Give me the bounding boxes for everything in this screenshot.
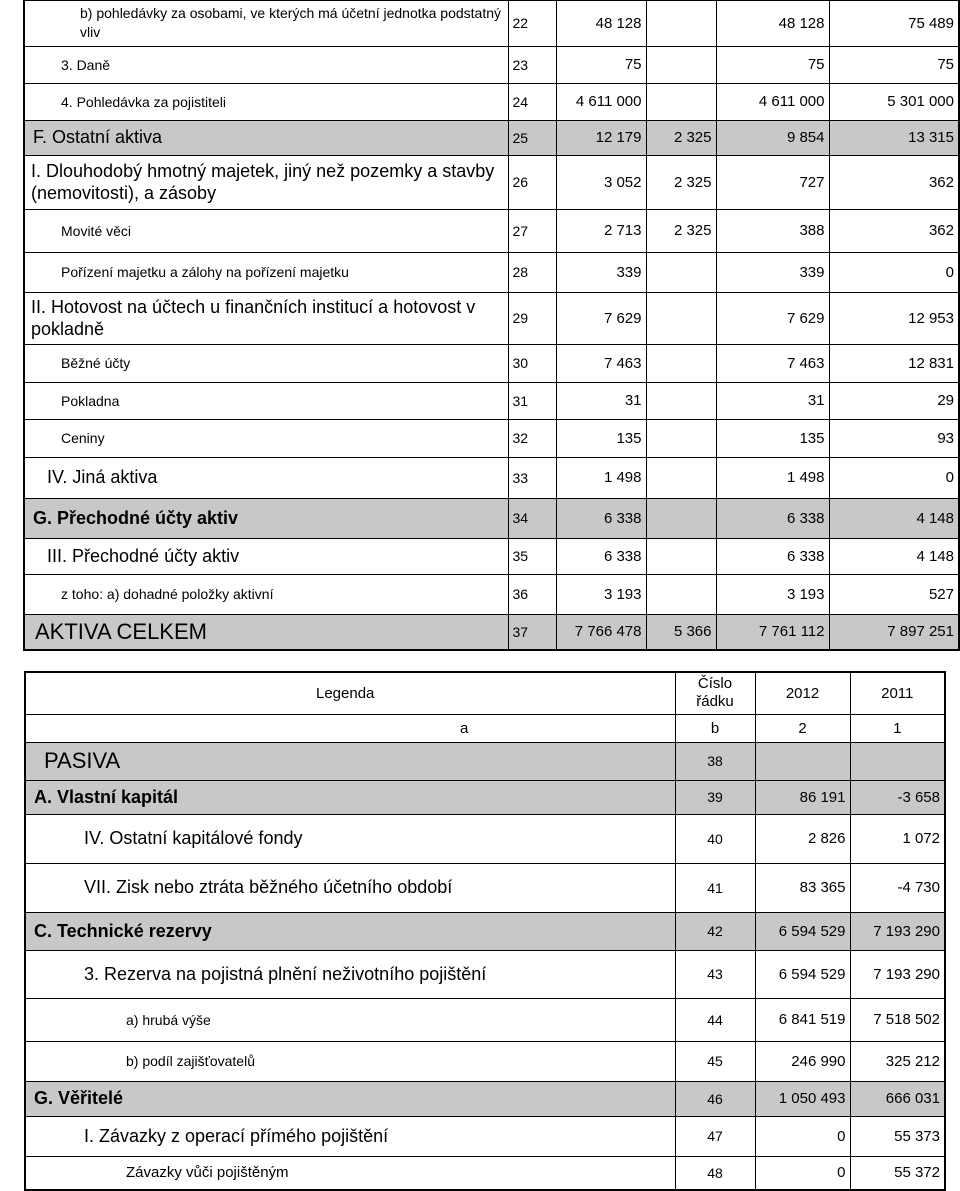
table-row bbox=[25, 912, 945, 950]
value-cell: 6 338 bbox=[556, 538, 646, 574]
value-cell: 93 bbox=[829, 419, 959, 457]
value-cell: 83 365 bbox=[755, 863, 850, 912]
value-cell: 135 bbox=[716, 419, 829, 457]
value-cell: 75 bbox=[829, 46, 959, 83]
row-label: C. Technické rezervy bbox=[25, 912, 675, 950]
value-cell: -4 730 bbox=[850, 863, 945, 912]
table-row bbox=[24, 0, 959, 46]
value-cell: 3 052 bbox=[556, 155, 646, 209]
row-number: 44 bbox=[675, 998, 755, 1041]
row-label: I. Závazky z operací přímého pojištění bbox=[25, 1116, 675, 1156]
value-cell: 4 611 000 bbox=[556, 83, 646, 120]
row-number: 27 bbox=[508, 209, 556, 252]
value-cell: 0 bbox=[755, 1156, 850, 1190]
row-label: G. Věřitelé bbox=[25, 1081, 675, 1116]
value-cell bbox=[646, 498, 716, 538]
value-cell: 727 bbox=[716, 155, 829, 209]
value-cell: -3 658 bbox=[850, 780, 945, 814]
row-number: 29 bbox=[508, 292, 556, 344]
value-cell: 666 031 bbox=[850, 1081, 945, 1116]
value-cell bbox=[646, 252, 716, 292]
row-number: 25 bbox=[508, 120, 556, 155]
row-label: b) pohledávky za osobami, ve kterých má účetní jednotka podstatný vliv bbox=[24, 0, 508, 46]
liabilities-table bbox=[24, 671, 946, 1191]
value-cell: 9 854 bbox=[716, 120, 829, 155]
table-row bbox=[25, 1081, 945, 1116]
header-row bbox=[25, 672, 945, 714]
row-number: 26 bbox=[508, 155, 556, 209]
value-cell bbox=[646, 292, 716, 344]
value-cell: 6 338 bbox=[556, 498, 646, 538]
value-cell: 12 179 bbox=[556, 120, 646, 155]
row-label: AKTIVA CELKEM bbox=[24, 614, 508, 650]
value-cell: 7 193 290 bbox=[850, 950, 945, 998]
value-cell: 0 bbox=[755, 1116, 850, 1156]
row-label: VII. Zisk nebo ztráta běžného účetního období bbox=[25, 863, 675, 912]
value-cell: 31 bbox=[716, 382, 829, 419]
value-cell: 2 826 bbox=[755, 814, 850, 863]
row-label: Ceniny bbox=[24, 419, 508, 457]
table-row bbox=[25, 814, 945, 863]
value-cell: 2 713 bbox=[556, 209, 646, 252]
assets-table bbox=[23, 0, 960, 651]
value-cell: 86 191 bbox=[755, 780, 850, 814]
row-label: IV. Jiná aktiva bbox=[24, 457, 508, 498]
value-cell: 4 611 000 bbox=[716, 83, 829, 120]
value-cell: 7 897 251 bbox=[829, 614, 959, 650]
row-number: 47 bbox=[675, 1116, 755, 1156]
row-number: 22 bbox=[508, 0, 556, 46]
row-label: F. Ostatní aktiva bbox=[24, 120, 508, 155]
value-cell bbox=[646, 574, 716, 614]
row-number: 28 bbox=[508, 252, 556, 292]
table-row bbox=[24, 382, 959, 419]
value-cell bbox=[646, 457, 716, 498]
value-cell: 339 bbox=[556, 252, 646, 292]
value-cell: 388 bbox=[716, 209, 829, 252]
row-number: 36 bbox=[508, 574, 556, 614]
value-cell bbox=[646, 419, 716, 457]
value-cell: 12 953 bbox=[829, 292, 959, 344]
subheader-a: a bbox=[25, 714, 675, 742]
value-cell: 48 128 bbox=[716, 0, 829, 46]
table-row bbox=[25, 950, 945, 998]
row-label: z toho: a) dohadné položky aktivní bbox=[24, 574, 508, 614]
row-number: 24 bbox=[508, 83, 556, 120]
table-row bbox=[24, 46, 959, 83]
subheader-2: 2 bbox=[755, 714, 850, 742]
row-label: Závazky vůči pojištěným bbox=[25, 1156, 675, 1190]
row-number: 48 bbox=[675, 1156, 755, 1190]
value-cell: 31 bbox=[556, 382, 646, 419]
value-cell: 5 366 bbox=[646, 614, 716, 650]
value-cell: 75 bbox=[716, 46, 829, 83]
row-label: G. Přechodné účty aktiv bbox=[24, 498, 508, 538]
value-cell: 135 bbox=[556, 419, 646, 457]
row-number: 35 bbox=[508, 538, 556, 574]
value-cell: 1 498 bbox=[716, 457, 829, 498]
row-label: 4. Pohledávka za pojistiteli bbox=[24, 83, 508, 120]
row-number: 34 bbox=[508, 498, 556, 538]
total-row bbox=[24, 614, 959, 650]
table-row bbox=[24, 344, 959, 382]
year-2011-header: 2011 bbox=[850, 672, 945, 714]
table-row bbox=[24, 292, 959, 344]
value-cell: 7 761 112 bbox=[716, 614, 829, 650]
value-cell: 55 372 bbox=[850, 1156, 945, 1190]
table-row bbox=[25, 1041, 945, 1081]
value-cell: 0 bbox=[829, 252, 959, 292]
value-cell: 1 072 bbox=[850, 814, 945, 863]
row-number: 30 bbox=[508, 344, 556, 382]
value-cell: 48 128 bbox=[556, 0, 646, 46]
row-number: 39 bbox=[675, 780, 755, 814]
table-row bbox=[24, 498, 959, 538]
value-cell: 362 bbox=[829, 209, 959, 252]
value-cell: 5 301 000 bbox=[829, 83, 959, 120]
table-row bbox=[24, 538, 959, 574]
value-cell bbox=[646, 382, 716, 419]
value-cell: 55 373 bbox=[850, 1116, 945, 1156]
value-cell bbox=[646, 0, 716, 46]
row-number: 42 bbox=[675, 912, 755, 950]
row-number: 45 bbox=[675, 1041, 755, 1081]
value-cell: 6 338 bbox=[716, 498, 829, 538]
table-row bbox=[24, 120, 959, 155]
row-number: 31 bbox=[508, 382, 556, 419]
row-number: 41 bbox=[675, 863, 755, 912]
year-2012-header: 2012 bbox=[755, 672, 850, 714]
value-cell: 325 212 bbox=[850, 1041, 945, 1081]
value-cell bbox=[646, 538, 716, 574]
value-cell: 6 594 529 bbox=[755, 912, 850, 950]
value-cell bbox=[646, 344, 716, 382]
row-number-header: Číslo řádku bbox=[675, 672, 755, 714]
value-cell: 12 831 bbox=[829, 344, 959, 382]
row-label: a) hrubá výše bbox=[25, 998, 675, 1041]
value-cell: 7 766 478 bbox=[556, 614, 646, 650]
row-number: 32 bbox=[508, 419, 556, 457]
value-cell: 4 148 bbox=[829, 538, 959, 574]
row-number: 43 bbox=[675, 950, 755, 998]
table-row bbox=[24, 574, 959, 614]
section-title-row bbox=[25, 742, 945, 780]
table-row bbox=[24, 83, 959, 120]
value-cell: 1 050 493 bbox=[755, 1081, 850, 1116]
value-cell: 362 bbox=[829, 155, 959, 209]
value-cell bbox=[646, 83, 716, 120]
subheader-b: b bbox=[675, 714, 755, 742]
value-cell: 6 594 529 bbox=[755, 950, 850, 998]
value-cell: 2 325 bbox=[646, 120, 716, 155]
value-cell: 7 463 bbox=[556, 344, 646, 382]
value-cell: 29 bbox=[829, 382, 959, 419]
value-cell bbox=[646, 46, 716, 83]
value-cell: 13 315 bbox=[829, 120, 959, 155]
subheader-row bbox=[25, 714, 945, 742]
value-cell: 6 841 519 bbox=[755, 998, 850, 1041]
value-cell: 7 518 502 bbox=[850, 998, 945, 1041]
row-label: b) podíl zajišťovatelů bbox=[25, 1041, 675, 1081]
row-label: 3. Daně bbox=[24, 46, 508, 83]
legend-header: Legenda bbox=[25, 672, 675, 714]
value-cell: 2 325 bbox=[646, 155, 716, 209]
row-label: 3. Rezerva na pojistná plnění neživotního pojištění bbox=[25, 950, 675, 998]
row-number: 46 bbox=[675, 1081, 755, 1116]
table-row bbox=[25, 998, 945, 1041]
value-cell: 527 bbox=[829, 574, 959, 614]
table-row bbox=[24, 419, 959, 457]
row-label: Pořízení majetku a zálohy na pořízení majetku bbox=[24, 252, 508, 292]
row-label: III. Přechodné účty aktiv bbox=[24, 538, 508, 574]
row-number: 40 bbox=[675, 814, 755, 863]
table-row bbox=[25, 1156, 945, 1190]
table-row bbox=[25, 1116, 945, 1156]
row-label: II. Hotovost na účtech u finančních institucí a hotovost v pokladně bbox=[24, 292, 508, 344]
table-row bbox=[25, 780, 945, 814]
row-number: 33 bbox=[508, 457, 556, 498]
row-label: A. Vlastní kapitál bbox=[25, 780, 675, 814]
value-cell: 6 338 bbox=[716, 538, 829, 574]
table-row bbox=[24, 457, 959, 498]
value-cell bbox=[755, 742, 850, 780]
value-cell: 246 990 bbox=[755, 1041, 850, 1081]
value-cell: 0 bbox=[829, 457, 959, 498]
value-cell: 2 325 bbox=[646, 209, 716, 252]
row-label: Běžné účty bbox=[24, 344, 508, 382]
row-number: 38 bbox=[675, 742, 755, 780]
value-cell: 4 148 bbox=[829, 498, 959, 538]
value-cell: 75 bbox=[556, 46, 646, 83]
value-cell: 1 498 bbox=[556, 457, 646, 498]
value-cell: 339 bbox=[716, 252, 829, 292]
row-label: Pokladna bbox=[24, 382, 508, 419]
value-cell: 7 193 290 bbox=[850, 912, 945, 950]
value-cell: 3 193 bbox=[556, 574, 646, 614]
row-label: I. Dlouhodobý hmotný majetek, jiný než pozemky a stavby (nemovitosti), a zásoby bbox=[24, 155, 508, 209]
row-number: 23 bbox=[508, 46, 556, 83]
value-cell bbox=[850, 742, 945, 780]
table-row bbox=[24, 252, 959, 292]
row-label: Movité věci bbox=[24, 209, 508, 252]
subheader-1: 1 bbox=[850, 714, 945, 742]
value-cell: 3 193 bbox=[716, 574, 829, 614]
row-label: IV. Ostatní kapitálové fondy bbox=[25, 814, 675, 863]
table-row bbox=[25, 863, 945, 912]
value-cell: 7 629 bbox=[716, 292, 829, 344]
table-row bbox=[24, 209, 959, 252]
value-cell: 7 629 bbox=[556, 292, 646, 344]
section-title: PASIVA bbox=[25, 742, 675, 780]
table-row bbox=[24, 155, 959, 209]
row-number: 37 bbox=[508, 614, 556, 650]
value-cell: 7 463 bbox=[716, 344, 829, 382]
value-cell: 75 489 bbox=[829, 0, 959, 46]
